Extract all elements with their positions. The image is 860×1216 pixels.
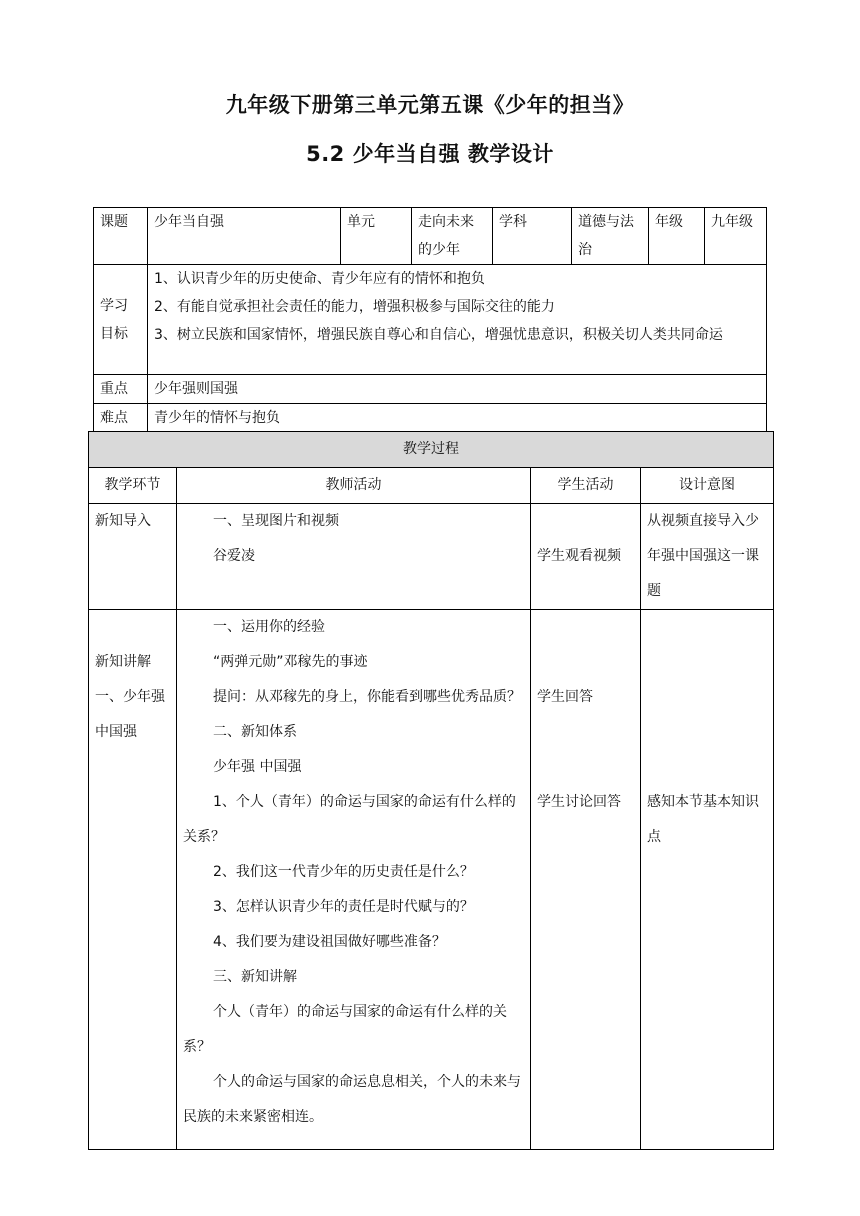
teacher-line: 少年强 中国强 bbox=[213, 759, 302, 775]
teacher-line: 提问：从邓稼先的身上，你能看到哪些优秀品质？ bbox=[213, 689, 521, 705]
column-header-student: 学生活动 bbox=[531, 468, 641, 504]
process-heading: 教学过程 bbox=[89, 432, 774, 468]
grade-label: 年级 bbox=[649, 208, 705, 265]
teacher-line: “两弹元勋”邓稼先的事迹 bbox=[213, 654, 368, 670]
column-header-stage: 教学环节 bbox=[89, 468, 177, 504]
unit-value: 走向未来的少年 bbox=[412, 208, 493, 265]
info-row-key bbox=[94, 375, 767, 404]
unit-label: 单元 bbox=[341, 208, 412, 265]
grade-value: 九年级 bbox=[705, 208, 767, 265]
teacher-activity-cell bbox=[177, 504, 531, 610]
teacher-line: 一、呈现图片和视频 bbox=[213, 513, 339, 529]
stage-text: 新知讲解一、少年强中国强 bbox=[95, 654, 165, 740]
student-activity-cell bbox=[531, 504, 641, 610]
subject-value: 道德与法治 bbox=[572, 208, 649, 265]
column-header-teacher: 教师活动 bbox=[177, 468, 531, 504]
goal-item: 1、认识青少年的历史使命、青少年应有的情怀和抱负 bbox=[154, 271, 485, 287]
goal-item: 3、树立民族和国家情怀，增强民族自尊心和自信心，增强忧患意识，积极关切人类共同命运 bbox=[154, 327, 723, 343]
key-value: 少年强则国强 bbox=[148, 375, 767, 404]
goals-value bbox=[148, 265, 767, 375]
info-row-difficulty bbox=[94, 404, 767, 433]
info-row-topic bbox=[94, 208, 767, 265]
teacher-activity-cell bbox=[177, 610, 531, 1150]
difficulty-value: 青少年的情怀与抱负 bbox=[148, 404, 767, 433]
topic-label: 课题 bbox=[94, 208, 148, 265]
intent-text: 感知本节基本知识点 bbox=[647, 794, 759, 845]
column-header-intent: 设计意图 bbox=[641, 468, 774, 504]
teaching-process-table bbox=[88, 431, 774, 1150]
teacher-line: 一、运用你的经验 bbox=[213, 619, 325, 635]
teacher-line: 三、新知讲解 bbox=[213, 969, 297, 985]
goal-item: 2、有能自觉承担社会责任的能力，增强积极参与国际交往的能力 bbox=[154, 299, 555, 315]
design-intent-cell: 从视频直接导入少年强中国强这一课题 bbox=[641, 504, 774, 610]
student-line: 学生讨论回答 bbox=[537, 794, 621, 810]
student-activity-cell bbox=[531, 610, 641, 1150]
teacher-line: 二、新知体系 bbox=[213, 724, 297, 740]
teacher-line: 4、我们要为建设祖国做好哪些准备？ bbox=[213, 934, 446, 950]
teacher-line: 个人（青年）的命运与国家的命运有什么样的关系？ bbox=[183, 1004, 507, 1055]
student-line: 学生回答 bbox=[537, 689, 593, 705]
document-title: 九年级下册第三单元第五课《少年的担当》 bbox=[225, 93, 635, 117]
stage-cell bbox=[89, 610, 177, 1150]
key-label: 重点 bbox=[94, 375, 148, 404]
info-row-goals bbox=[94, 265, 767, 375]
process-column-header-row bbox=[89, 468, 774, 504]
teacher-line: 个人的命运与国家的命运息息相关，个人的未来与民族的未来紧密相连。 bbox=[183, 1074, 521, 1125]
process-row-intro bbox=[89, 504, 774, 610]
difficulty-label: 难点 bbox=[94, 404, 148, 433]
lesson-info-table bbox=[93, 207, 767, 433]
topic-value: 少年当自强 bbox=[148, 208, 341, 265]
goals-label: 学习目标 bbox=[94, 265, 148, 375]
teacher-line: 2、我们这一代青少年的历史责任是什么？ bbox=[213, 864, 474, 880]
stage-cell: 新知导入 bbox=[89, 504, 177, 610]
student-line: 学生观看视频 bbox=[537, 548, 621, 564]
process-heading-row bbox=[89, 432, 774, 468]
teacher-line: 3、怎样认识青少年的责任是时代赋与的？ bbox=[213, 899, 474, 915]
teacher-line: 1、个人（青年）的命运与国家的命运有什么样的关系？ bbox=[183, 794, 516, 845]
subject-label: 学科 bbox=[493, 208, 572, 265]
teacher-line: 谷爱凌 bbox=[213, 548, 255, 564]
document-subtitle: 5.2 少年当自强 教学设计 bbox=[306, 142, 554, 166]
design-intent-cell bbox=[641, 610, 774, 1150]
process-row-lecture bbox=[89, 610, 774, 1150]
